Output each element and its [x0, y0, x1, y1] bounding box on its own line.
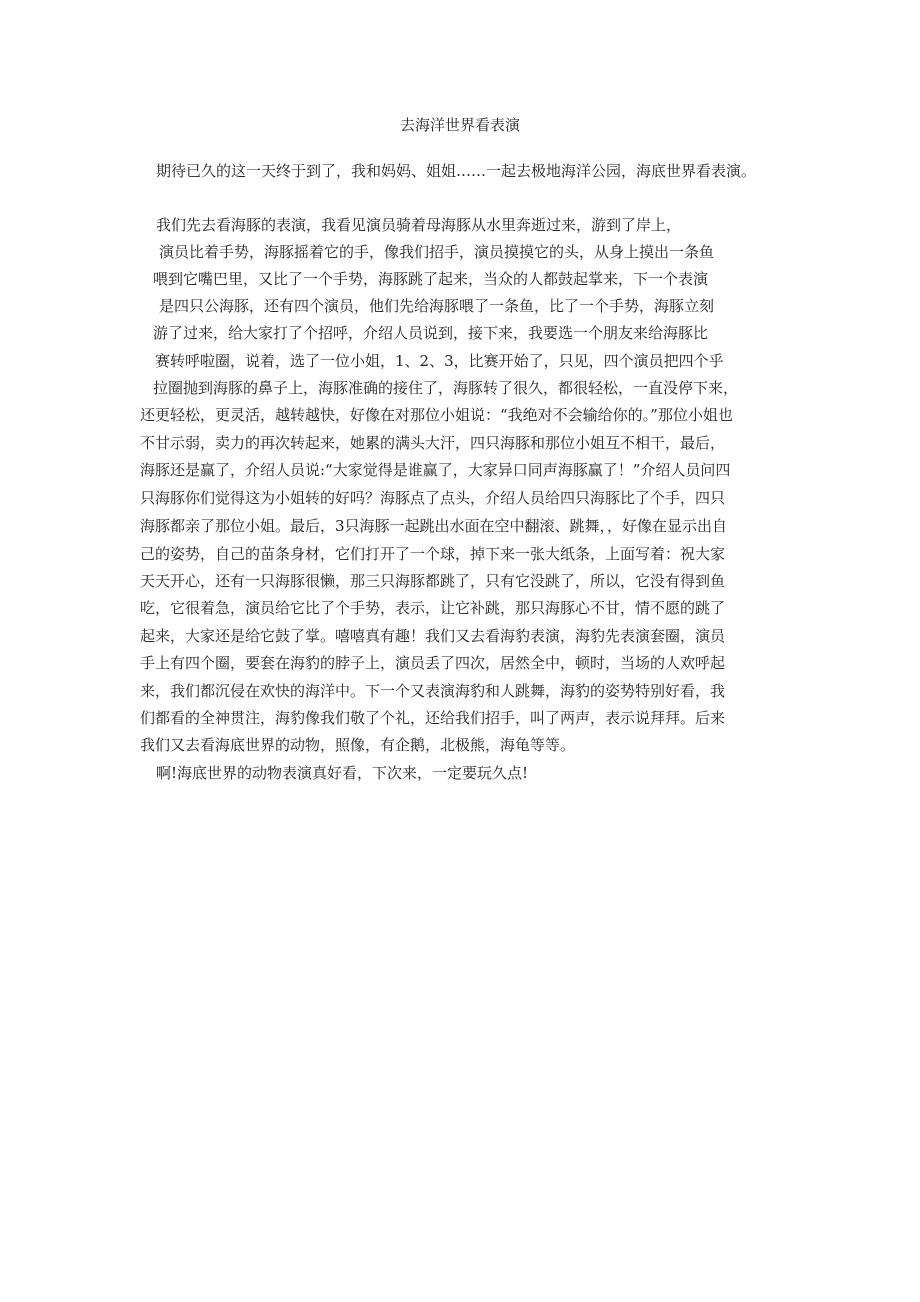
body-line: 我们又去看海底世界的动物，照像，有企鹅，北极熊，海龟等等。 — [140, 736, 576, 754]
body-line: 海豚还是赢了，介绍人员说:“大家觉得是谁赢了，大家异口同声海豚赢了！”介绍人员问四 — [140, 461, 731, 479]
body-line: 只海豚你们觉得这为小姐转的好吗？海豚点了点头，介绍人员给四只海豚比了个手，四只 — [140, 489, 726, 507]
body-line: 海豚都亲了那位小姐。最后，3只海豚一起跳出水面在空中翻滚、跳舞，，好像在显示出自 — [140, 517, 728, 535]
body-line: 吃，它很着急，演员给它比了个手势，表示，让它补跳，那只海豚心不甘，情不愿的跳了 — [140, 599, 726, 617]
body-line: 是四只公海豚，还有四个演员，他们先给海豚喂了一条鱼，比了一个手势，海豚立刻 — [159, 297, 715, 315]
body-line: 我们先去看海豚的表演，我看见演员骑着母海豚从水里奔逝过来，游到了岸上， — [156, 216, 682, 234]
body-line: 己的姿势，自己的苗条身材，它们打开了一个球，掉下来一张大纸条，上面写着：祝大家 — [140, 545, 726, 563]
body-line: 不甘示弱，卖力的再次转起来，她累的满头大汗，四只海豚和那位小姐互不相干，最后， — [140, 434, 726, 452]
document-title: 去海洋世界看表演 — [399, 116, 520, 134]
body-line: 天天开心，还有一只海豚很懒，那三只海豚都跳了，只有它没跳了，所以，它没有得到鱼 — [140, 572, 726, 590]
body-line: 还更轻松，更灵活，越转越快，好像在对那位小姐说：“我绝对不会输给你的。”那位小姐也 — [140, 406, 733, 424]
body-line: 来，我们都沉侵在欢快的海洋中。下一个又表演海豹和人跳舞，海豹的姿势特别好看，我 — [140, 682, 726, 700]
body-line: 游了过来，给大家打了个招呼，介绍人员说到，接下来，我要选一个朋友来给海豚比 — [153, 324, 709, 342]
body-line: 手上有四个圈，要套在海豹的脖子上，演员丢了四次，居然全中，顿时，当场的人欢呼起 — [140, 654, 726, 672]
body-line: 拉圈抛到海豚的鼻子上，海豚准确的接住了，海豚转了很久，都很轻松，一直没停下来， — [153, 379, 739, 397]
body-line: 演员比着手势，海豚摇着它的手，像我们招手，演员摸摸它的头，从身上摸出一条鱼 — [159, 243, 715, 261]
closing-line: 啊!海底世界的动物表演真好看，下次来，一定要玩久点! — [156, 764, 529, 782]
intro-paragraph: 期待已久的这一天终于到了，我和妈妈、姐姐……一起去极地海洋公园，海底世界看表演。 — [156, 162, 757, 180]
body-line: 们都看的全神贯注，海豹像我们敬了个礼，还给我们招手，叫了两声，表示说拜拜。后来 — [140, 709, 726, 727]
body-line: 起来，大家还是给它鼓了掌。嘻嘻真有趣！我们又去看海豹表演，海豹先表演套圈，演员 — [140, 627, 726, 645]
body-line: 喂到它嘴巴里，又比了一个手势，海豚跳了起来，当众的人都鼓起掌来，下一个表演 — [153, 270, 709, 288]
body-line: 赛转呼啦圈，说着，选了一位小姐，1、2、3，比赛开始了，只见，四个演员把四个乎 — [155, 352, 724, 370]
